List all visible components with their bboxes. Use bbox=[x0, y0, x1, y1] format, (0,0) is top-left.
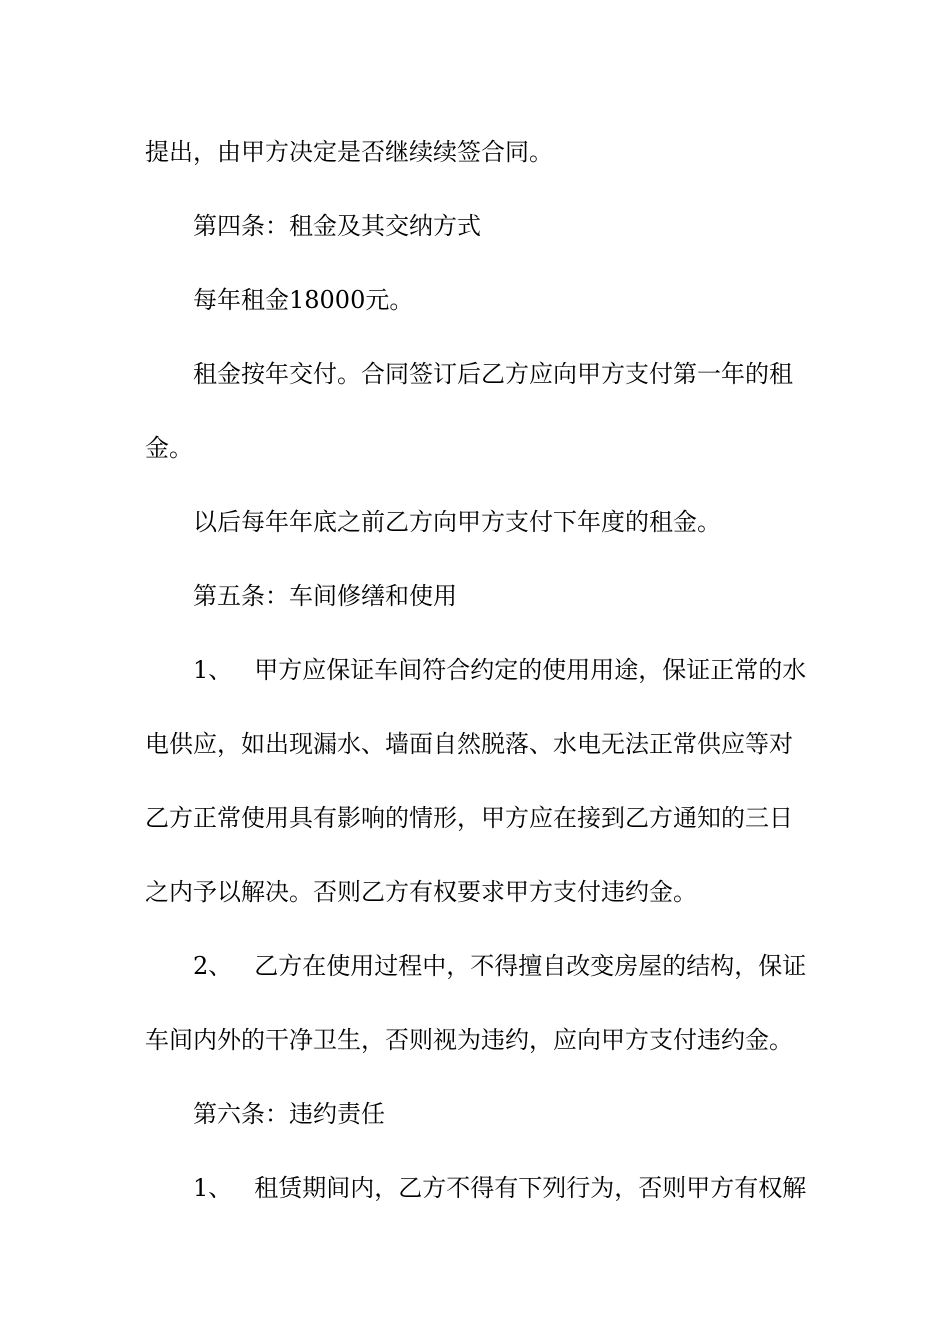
paragraph-line: 每年租金18000元。 bbox=[193, 286, 414, 314]
item-number: 1、 bbox=[193, 656, 233, 684]
paragraph-line: 电供应，如出现漏水、墙面自然脱落、水电无法正常供应等对 bbox=[145, 730, 793, 758]
numbered-item-line bbox=[193, 654, 858, 686]
item-text: 租赁期间内，乙方不得有下列行为，否则甲方有权解 bbox=[254, 1174, 807, 1202]
item-text: 乙方在使用过程中，不得擅自改变房屋的结构，保证 bbox=[254, 952, 807, 980]
numbered-item-line bbox=[193, 1172, 858, 1204]
item-number: 1、 bbox=[193, 1174, 233, 1202]
paragraph-line: 车间内外的干净卫生，否则视为违约，应向甲方支付违约金。 bbox=[145, 1026, 793, 1054]
paragraph-line: 之内予以解决。否则乙方有权要求甲方支付违约金。 bbox=[145, 878, 697, 906]
section-heading-5: 第五条：车间修缮和使用 bbox=[193, 582, 457, 610]
section-heading-4: 第四条：租金及其交纳方式 bbox=[193, 212, 481, 240]
section-heading-6: 第六条：违约责任 bbox=[193, 1100, 385, 1128]
item-number: 2、 bbox=[193, 952, 233, 980]
paragraph-line: 提出，由甲方决定是否继续续签合同。 bbox=[145, 138, 553, 166]
item-text: 甲方应保证车间符合约定的使用用途，保证正常的水 bbox=[254, 656, 807, 684]
paragraph-line: 金。 bbox=[145, 434, 193, 462]
numbered-item-line bbox=[193, 950, 858, 982]
paragraph-line: 乙方正常使用具有影响的情形，甲方应在接到乙方通知的三日 bbox=[145, 804, 793, 832]
paragraph-line: 租金按年交付。合同签订后乙方应向甲方支付第一年的租 bbox=[193, 360, 793, 388]
paragraph-line: 以后每年年底之前乙方向甲方支付下年度的租金。 bbox=[193, 508, 721, 536]
